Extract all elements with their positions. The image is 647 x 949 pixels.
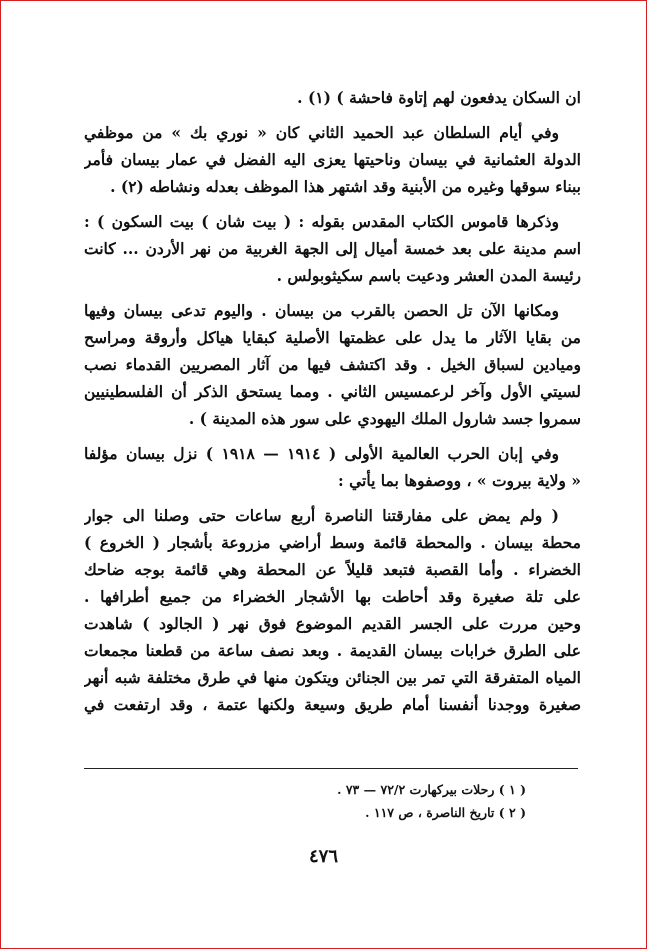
- footnotes: [84, 778, 526, 824]
- text-line: ان السكان يدفعون لهم إتاوة فاحشة ) (١) .: [297, 88, 581, 107]
- text-line: الدولة العثمانية في بيسان وناحيتها يعزى اليه الفضل في عمار بيسان فأمر: [84, 150, 581, 169]
- text-line: ببناء سوقها وغيره من الأبنية وقد اشتهر هذا الموظف بعدله ونشاطه (٢) .: [110, 177, 581, 196]
- footnote: ( ١ ) رحلات بيركهارت ٧٢/٢ — ٧٣ .: [337, 782, 526, 797]
- text-line: رئيسة المدن العشر ودعيت باسم سكيثوبولس .: [276, 266, 581, 285]
- footnote-divider: [84, 768, 578, 769]
- text-line: « ولاية بيروت » ، ووصفوها بما يأتي :: [338, 471, 581, 490]
- page-number: ٤٧٦: [308, 846, 338, 867]
- text-line: وفي إبان الحرب العالمية الأولى ( ١٩١٤ — ١٩١٨ ) نزل بيسان مؤلفا: [84, 444, 559, 463]
- text-line: من بقايا الآثار ما يدل على عظمتها الأصلية كبقايا هياكل وأروقة ومراسح: [84, 328, 581, 347]
- text-line: لسيتي الأول وآخر لرعمسيس الثاني . ومما يستحق الذكر أن الفلسطينيين: [84, 382, 581, 401]
- footnote: ( ٢ ) تاريخ الناصرة ، ص ١١٧ .: [365, 805, 526, 820]
- text-line: وميادين لسباق الخيل . وقد اكتشف فيها من آثار المصريين القدماء نصب: [84, 355, 581, 374]
- text-line: اسم مدينة على بعد خمسة أميال إلى الجهة الغربية من نهر الأردن ... كانت: [84, 239, 581, 258]
- text-line: المياه المتفرقة التي تمر بين الجنائن ويتكون منها في طرق مختلفة شبه أنهر: [84, 668, 581, 687]
- text-line: وذكرها قاموس الكتاب المقدس بقوله : ( بيت شان ) بيت السكون ) :: [84, 212, 559, 231]
- text-line: سمروا جسد شارول الملك اليهودي على سور هذه المدينة ) .: [188, 409, 581, 428]
- text-line: على تلة صغيرة وقد أحاطت بها الأشجار الخضراء من جميع أطرافها .: [84, 587, 581, 606]
- text-line: محطة بيسان . والمحطة قائمة وسط أراضي مزروعة بأشجار ( الخروع ): [84, 533, 581, 552]
- page-body: [84, 84, 581, 718]
- text-line: ( ولم يمض على مفارقتنا الناصرة أربع ساعات حتى وصلنا الى جوار: [84, 506, 559, 525]
- text-line: وفي أيام السلطان عبد الحميد الثاني كان « نوري بك » من موظفي: [84, 123, 559, 142]
- text-line: صغيرة ووجدنا أنفسنا أمام طريق وسيعة ولكنها عتمة ، وقد ارتفعت في: [84, 695, 581, 714]
- text-line: ومكانها الآن تل الحصن بالقرب من بيسان . واليوم تدعى بيسان وفيها: [84, 301, 559, 320]
- text-line: وحين مررت على الجسر القديم الموضوع فوق نهر ( الجالود ) شاهدت: [84, 614, 581, 633]
- text-line: الخضراء . وأما القصبة فتبعد قليلاً عن المحطة وهي قائمة بوجه ضاحك: [84, 560, 581, 579]
- text-line: على الطرق خرابات بيسان القديمة . وبعد نصف ساعة من قطعنا مجمعات: [84, 641, 581, 660]
